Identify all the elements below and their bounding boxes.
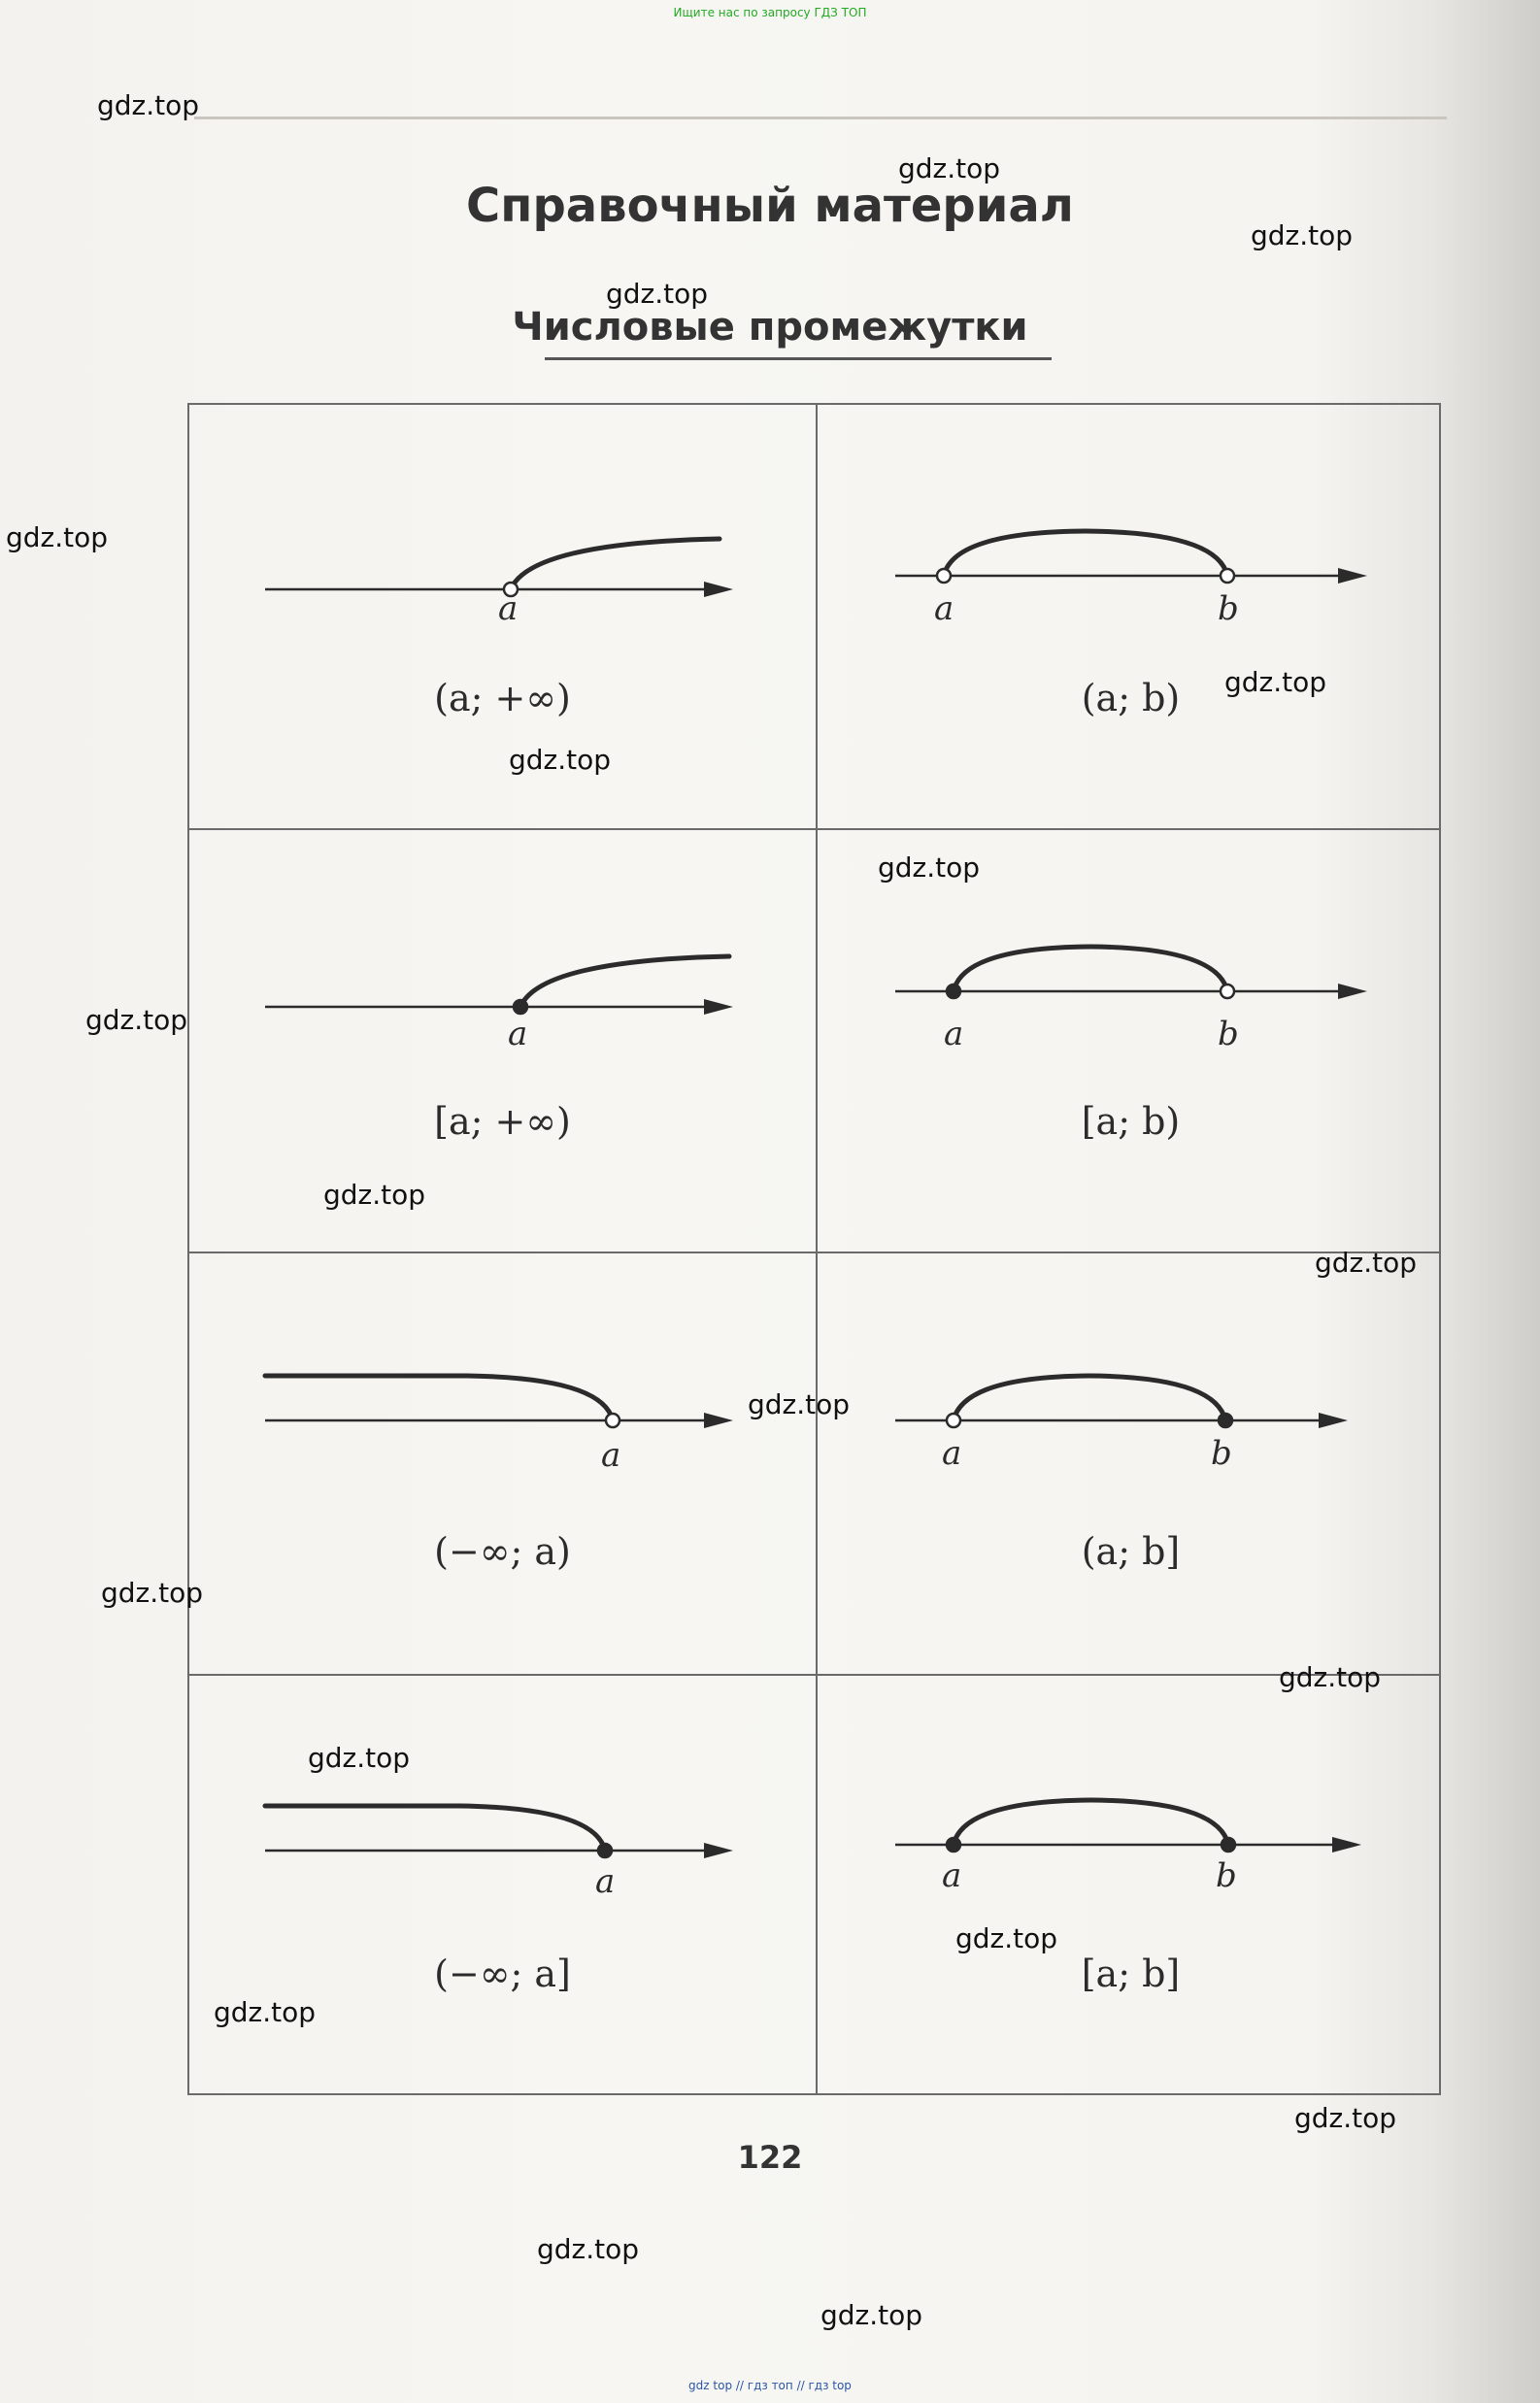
watermark: gdz.top (509, 744, 612, 776)
bottom-banner[interactable]: gdz top // гдз топ // гдз top (688, 2379, 852, 2392)
axis-arrow (704, 1413, 733, 1428)
interval-notation: [a; b) (1081, 1100, 1181, 1143)
watermark: gdz.top (1224, 666, 1327, 698)
interval-arc (520, 956, 729, 1007)
interval-cell-closed-a-inf (189, 830, 816, 1252)
interval-cell-closed-a-closed-b (818, 1676, 1444, 2095)
interval-arc (265, 1376, 613, 1420)
interval-arc (954, 947, 1227, 991)
endpoint-b-open (1221, 985, 1234, 998)
endpoint-a-closed (598, 1844, 612, 1857)
point-label-b: b (1211, 1434, 1232, 1473)
watermark: gdz.top (1294, 2102, 1397, 2134)
interval-arc (265, 1806, 605, 1851)
interval-cell-inf-closed-a (189, 1676, 816, 2095)
subtitle-underline (545, 357, 1052, 360)
watermark: gdz.top (323, 1179, 426, 1211)
point-label-a: a (595, 1862, 616, 1901)
number-line-diagram (818, 405, 1444, 828)
top-banner[interactable]: Ищите нас по запросу ГДЗ ТОП (673, 6, 867, 19)
interval-notation: [a; +∞) (434, 1100, 571, 1143)
endpoint-a-closed (947, 985, 960, 998)
point-label-b: b (1218, 589, 1239, 628)
endpoint-a-open (937, 569, 951, 583)
interval-arc (954, 1800, 1228, 1845)
interval-arc (944, 531, 1227, 576)
point-label-a: a (601, 1436, 621, 1475)
axis-arrow (1338, 984, 1367, 999)
point-label-a: a (934, 589, 954, 628)
number-line-diagram (189, 830, 816, 1253)
watermark: gdz.top (6, 521, 109, 553)
point-label-a: a (942, 1434, 962, 1473)
interval-notation: (a; b] (1081, 1530, 1181, 1573)
interval-notation: (a; b) (1081, 677, 1181, 719)
watermark: gdz.top (537, 2233, 640, 2265)
header-rule (194, 117, 1447, 119)
point-label-a: a (944, 1015, 964, 1053)
watermark: gdz.top (820, 2299, 923, 2331)
watermark: gdz.top (898, 152, 1001, 184)
watermark: gdz.top (1251, 219, 1354, 251)
page-title: Справочный материал (466, 179, 1074, 233)
interval-cell-inf-open-a (189, 1253, 816, 1674)
point-label-a: a (508, 1015, 528, 1053)
interval-notation: (−∞; a) (434, 1530, 571, 1573)
endpoint-b-closed (1219, 1414, 1232, 1427)
interval-arc (954, 1376, 1225, 1420)
number-line-diagram (818, 1676, 1444, 2099)
endpoint-b-open (1221, 569, 1234, 583)
watermark: gdz.top (1315, 1247, 1418, 1279)
endpoint-a-closed (947, 1838, 960, 1852)
interval-notation: (a; +∞) (434, 677, 571, 719)
axis-arrow (1332, 1837, 1361, 1852)
watermark: gdz.top (748, 1388, 851, 1420)
watermark: gdz.top (955, 1922, 1058, 1954)
watermark: gdz.top (85, 1004, 188, 1036)
watermark: gdz.top (308, 1742, 411, 1774)
watermark: gdz.top (878, 851, 981, 884)
point-label-b: b (1218, 1015, 1239, 1053)
endpoint-a-open (947, 1414, 960, 1427)
watermark: gdz.top (1279, 1661, 1382, 1693)
interval-cell-open-a-open-b (818, 405, 1444, 828)
interval-arc (511, 539, 720, 589)
watermark: gdz.top (97, 89, 200, 121)
number-line-diagram (818, 1253, 1444, 1677)
interval-notation: (−∞; a] (434, 1952, 571, 1995)
axis-arrow (704, 999, 733, 1015)
endpoint-a-closed (514, 1000, 527, 1014)
point-label-b: b (1216, 1856, 1237, 1895)
interval-cell-open-a-closed-b (818, 1253, 1444, 1674)
page-number: 122 (737, 2139, 803, 2176)
axis-arrow (704, 1843, 733, 1858)
endpoint-b-closed (1222, 1838, 1235, 1852)
axis-arrow (704, 582, 733, 597)
point-label-a: a (498, 589, 519, 628)
watermark: gdz.top (101, 1577, 204, 1609)
interval-notation: [a; b] (1081, 1952, 1181, 1995)
intervals-table (187, 403, 1441, 2095)
number-line-diagram (189, 1253, 816, 1677)
section-subtitle: Числовые промежутки (512, 305, 1028, 350)
axis-arrow (1338, 568, 1367, 584)
axis-arrow (1319, 1413, 1348, 1428)
watermark: gdz.top (606, 278, 709, 310)
watermark: gdz.top (214, 1996, 317, 2028)
interval-cell-open-a-inf (189, 405, 816, 828)
number-line-diagram (189, 1676, 816, 2099)
endpoint-a-open (606, 1414, 619, 1427)
point-label-a: a (942, 1856, 962, 1895)
number-line-diagram (818, 830, 1444, 1253)
interval-cell-closed-a-open-b (818, 830, 1444, 1252)
